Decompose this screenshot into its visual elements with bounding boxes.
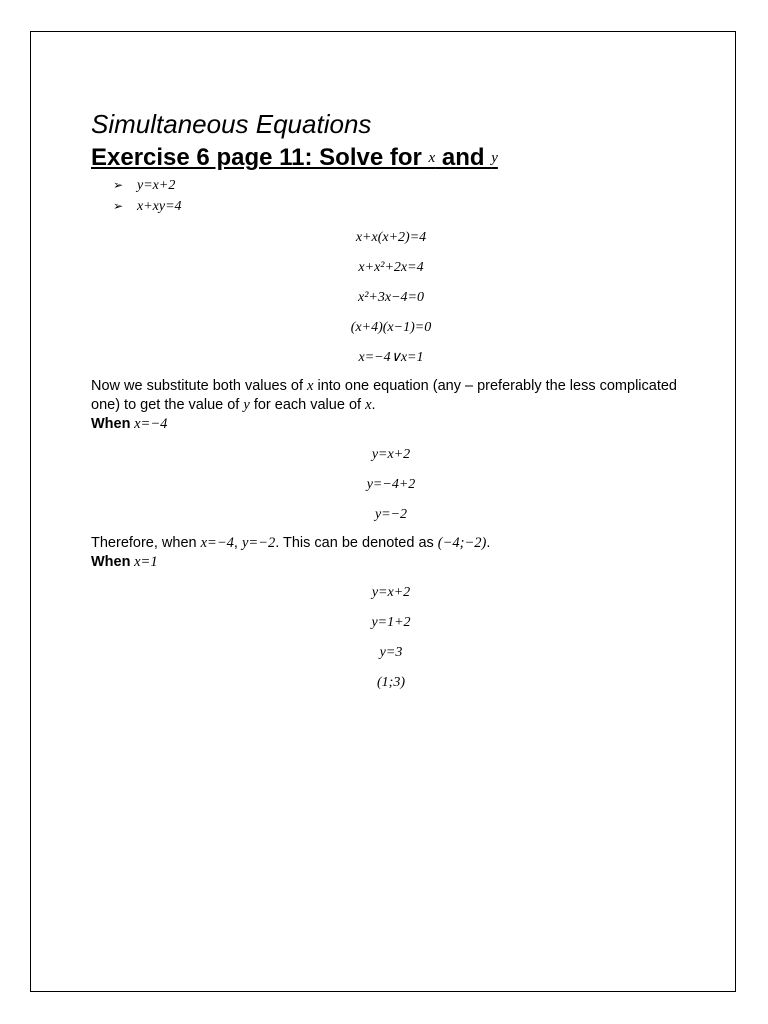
document-page <box>30 31 736 992</box>
para-var: x <box>365 397 372 413</box>
math-line: (1;3) <box>377 675 405 690</box>
math-line: (x+4)(x−1)=0 <box>350 320 432 335</box>
when-value: x=−4 <box>130 416 168 432</box>
math-line: x=−4∨x=1 <box>358 350 424 365</box>
heading-var-x: x <box>428 150 436 166</box>
para-text: Therefore, when <box>91 535 201 551</box>
para-text: for each value of <box>249 397 366 413</box>
para-var: y <box>243 397 250 413</box>
para-text: Now we substitute both values of <box>91 378 308 394</box>
equation-1: y=x+2 <box>137 178 176 193</box>
math-line: y=1+2 <box>371 615 411 630</box>
math-line: y=−4+2 <box>366 477 416 492</box>
math-line: y=−2 <box>374 507 408 522</box>
when-label: When <box>91 554 131 570</box>
list-item <box>113 175 691 196</box>
arrow-bullet-icon: ➢ <box>113 199 124 213</box>
when-value: x=1 <box>130 554 158 570</box>
para-text: . This can be denoted as <box>275 535 438 551</box>
when-line-2 <box>91 553 691 572</box>
math-line: x+x²+2x=4 <box>358 260 424 275</box>
heading-and: and <box>435 144 492 171</box>
math-line: x²+3x−4=0 <box>358 290 424 305</box>
equation-list <box>113 175 691 217</box>
math-line: y=3 <box>379 645 403 660</box>
working-block-2 <box>91 446 691 524</box>
substitution-paragraph <box>91 377 691 415</box>
therefore-paragraph <box>91 534 691 553</box>
when-label: When <box>91 416 131 432</box>
para-text: , <box>233 535 242 551</box>
working-block-1 <box>91 229 691 367</box>
para-text: into one equation (any – preferably the less complicated one) to get the value of <box>91 378 677 413</box>
equation-2: x+xy=4 <box>137 199 182 214</box>
document-content <box>91 109 691 692</box>
math-line: y=x+2 <box>371 585 411 600</box>
para-text: . <box>371 397 376 413</box>
arrow-bullet-icon: ➢ <box>113 178 124 192</box>
math-line: y=x+2 <box>371 447 411 462</box>
document-title: Simultaneous Equations <box>91 109 372 139</box>
heading-text: Exercise 6 page 11: Solve for <box>91 144 429 171</box>
para-var: y=−2 <box>241 535 276 551</box>
para-text: . <box>486 535 491 551</box>
para-var: x <box>307 378 314 394</box>
list-item <box>113 196 691 217</box>
para-var: (−4;−2) <box>437 535 487 551</box>
heading-var-y: y <box>491 150 498 166</box>
working-block-3 <box>91 584 691 692</box>
when-line-1 <box>91 415 691 434</box>
math-line: x+x(x+2)=4 <box>355 230 427 245</box>
exercise-heading <box>91 143 691 173</box>
para-var: x=−4 <box>200 535 234 551</box>
